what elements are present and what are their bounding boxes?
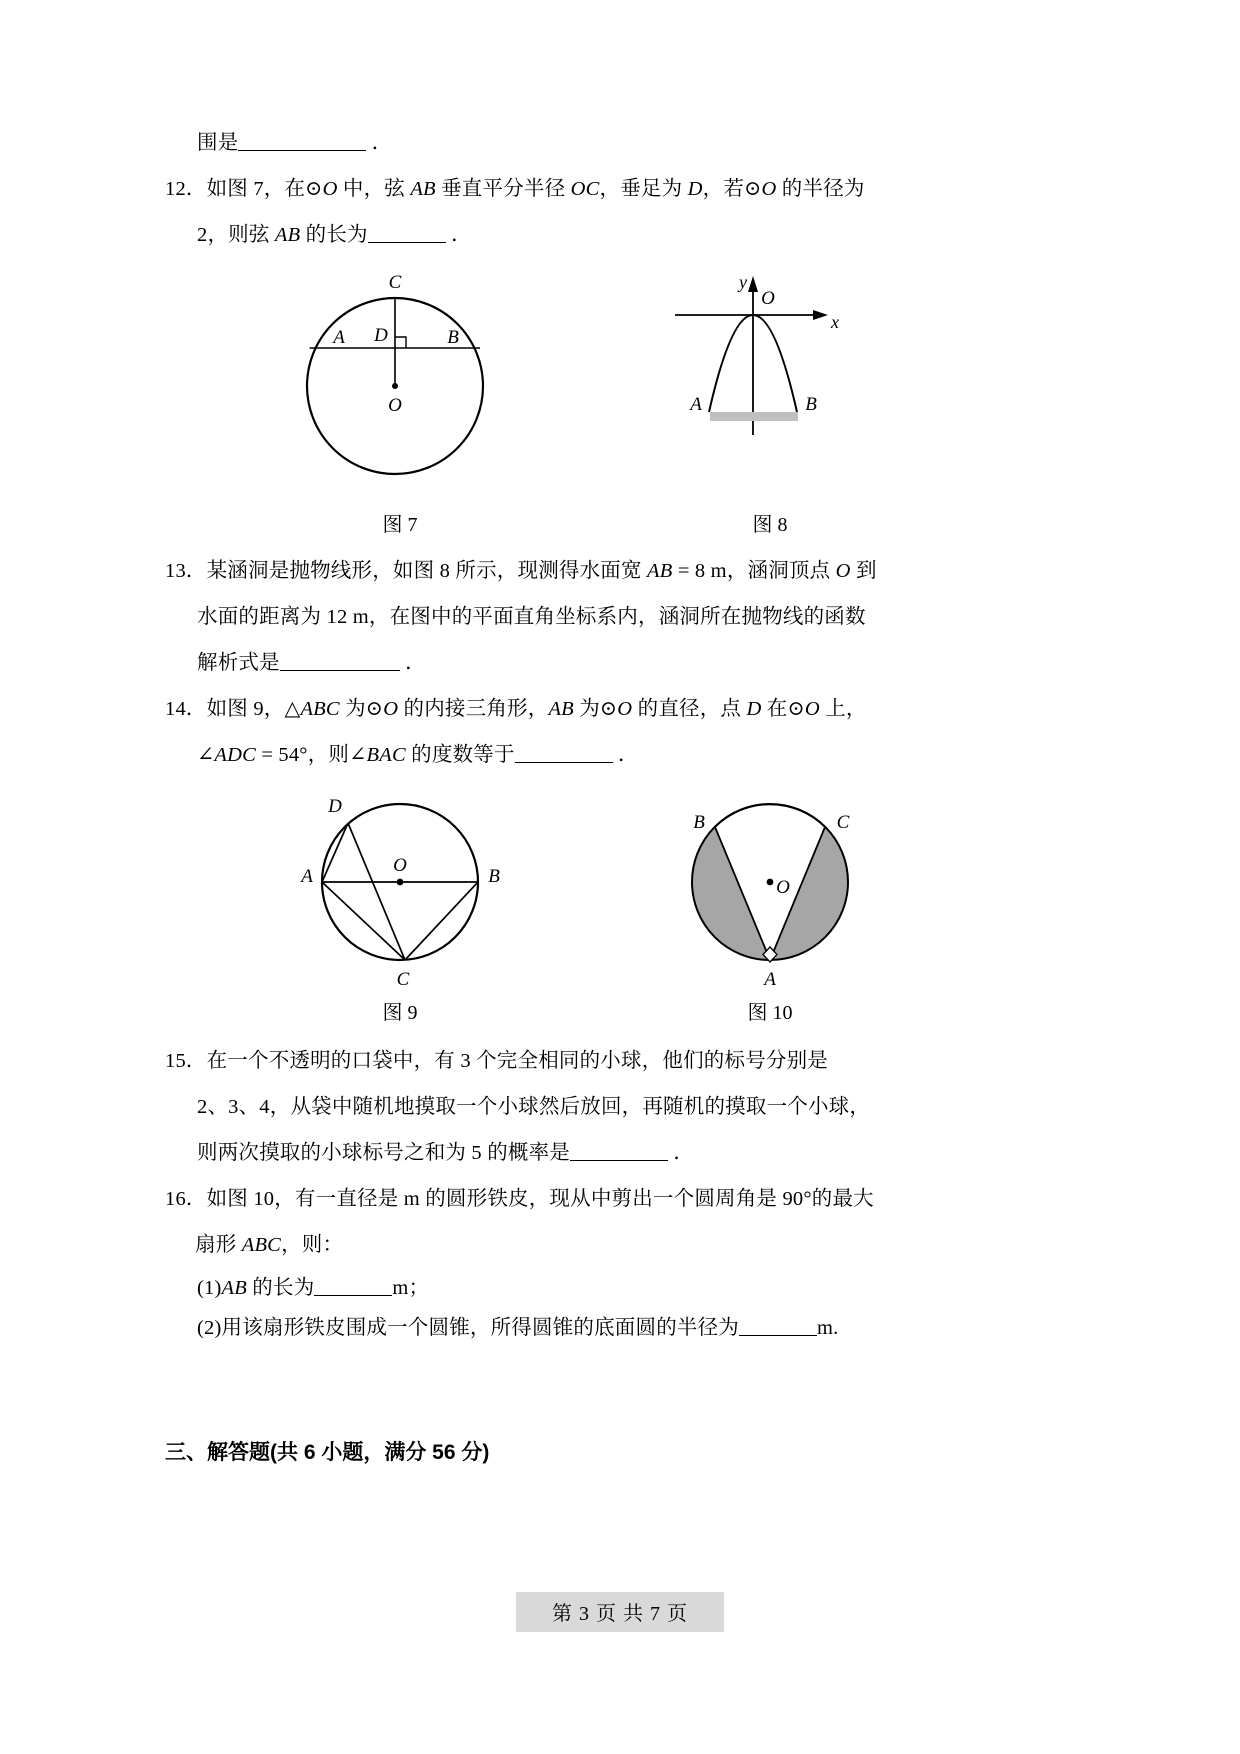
figure-8-caption: 图 8 — [752, 514, 788, 536]
figure-8-svg — [655, 260, 885, 490]
q14-l1-k: 在⊙ — [761, 698, 805, 720]
q16-s1-d: m； — [392, 1277, 430, 1299]
label-y: y — [739, 272, 747, 292]
q12-l1-a: 如图 7，在⊙ — [206, 178, 323, 200]
q13-l1-d: O — [835, 560, 851, 582]
q14-l1-b: ABC — [300, 698, 340, 720]
figure-10-caption: 图 10 — [747, 1002, 793, 1024]
q13-l3-end: ． — [405, 652, 426, 674]
question-16-sub-1 — [165, 1268, 965, 1308]
figure-7-svg — [285, 260, 515, 490]
water-surface — [710, 412, 798, 421]
label-b: B — [488, 866, 500, 887]
label-o: O — [761, 288, 775, 309]
q12-l1-h: D — [687, 178, 703, 200]
q16-s1-a: (1) — [197, 1277, 222, 1299]
q14-l1-d: O — [383, 698, 399, 720]
fragment-line — [197, 120, 965, 166]
answer-blank[interactable] — [570, 1140, 668, 1162]
q13-l1-c: = 8 m，涵洞顶点 — [672, 560, 836, 582]
q12-l1-f: OC — [570, 178, 600, 200]
q16-s2-d: m. — [817, 1317, 839, 1339]
q12-l1-g: ，垂足为 — [599, 178, 688, 200]
center-point — [767, 879, 774, 886]
figure-7-caption: 图 7 — [382, 514, 418, 536]
label-b: B — [693, 812, 705, 833]
question-13-line-3 — [165, 640, 965, 686]
q14-l2-end: ． — [617, 744, 639, 766]
figure-row-7-8 — [165, 258, 965, 508]
right-angle-marker — [395, 337, 406, 348]
label-o: O — [776, 877, 790, 898]
q12-l2-a: 2，则弦 — [197, 224, 275, 246]
question-14-number: 14． — [165, 698, 207, 720]
question-12-line-1 — [165, 166, 965, 212]
q14-l1-a: 如图 9，△ — [206, 698, 301, 720]
center-point — [392, 383, 398, 389]
q14-l1-h: O — [617, 698, 633, 720]
x-axis-arrow — [813, 310, 828, 320]
question-12-line-2 — [165, 212, 965, 258]
label-a: A — [764, 969, 776, 990]
q16-l1-a: 如图 10，有一直径是 m 的圆形铁皮，现从中剪出一个圆周角是 90°的最大 — [206, 1188, 874, 1210]
q14-l1-l: O — [804, 698, 820, 720]
y-axis-arrow — [748, 276, 758, 292]
q15-l3-a: 则两次摸取的小球标号之和为 5 的概率是 — [197, 1142, 570, 1164]
q16-l2-b: ABC — [241, 1234, 282, 1256]
label-c: C — [396, 969, 410, 990]
q16-l2-c: ，则： — [281, 1234, 344, 1256]
q12-l2-b: AB — [274, 224, 301, 246]
figure-9-caption: 图 9 — [382, 1002, 418, 1024]
q12-l1-d: AB — [410, 178, 436, 200]
question-12-number: 12． — [165, 178, 207, 200]
q13-l1-e: 到 — [850, 560, 877, 582]
question-13-line-2 — [165, 594, 965, 640]
label-c: C — [836, 812, 850, 833]
q16-s2-a: (2)用该扇形铁皮围成一个圆锥，所得圆锥的底面圆的半径为 — [197, 1317, 740, 1339]
question-13-line-1 — [165, 548, 965, 594]
question-14-line-1 — [165, 686, 965, 732]
question-13-number: 13． — [165, 560, 207, 582]
q14-l1-m: 上， — [819, 698, 867, 720]
figure-9 — [285, 782, 515, 1002]
answer-blank[interactable] — [238, 130, 366, 152]
section-heading: 三、解答题(共 6 小题，满分 56 分) — [165, 1441, 490, 1464]
q12-l1-j: O — [761, 178, 777, 200]
figure-9-svg — [285, 782, 515, 1002]
label-a: A — [333, 327, 345, 348]
q13-l1-b: AB — [647, 560, 673, 582]
fragment-text: 围是 — [197, 132, 239, 154]
center-point — [397, 879, 404, 886]
q14-l2-a: ∠ — [197, 744, 215, 766]
q12-l2-end: ． — [451, 224, 472, 246]
q14-l1-e: 的内接三角形， — [398, 698, 549, 720]
page-content — [165, 120, 965, 1466]
label-a: A — [690, 394, 702, 415]
q12-l1-k: 的半径为 — [776, 178, 865, 200]
q16-l2-a: 扇形 — [195, 1234, 242, 1256]
answer-blank[interactable] — [314, 1275, 392, 1297]
q12-l1-b: O — [322, 178, 338, 200]
q13-l1-a: 某涵洞是抛物线形，如图 8 所示，现测得水面宽 — [206, 560, 648, 582]
q14-l1-f: AB — [548, 698, 574, 720]
figure-row-9-10 — [165, 778, 965, 996]
q12-l2-c: 的长为 — [300, 224, 368, 246]
label-a: A — [301, 866, 313, 887]
label-b: B — [805, 394, 817, 415]
segment-ad — [322, 823, 348, 882]
figure-captions-7-8 — [165, 508, 965, 548]
q14-l1-i: 的直径，点 — [632, 698, 747, 720]
question-16-line-2 — [165, 1222, 965, 1268]
answer-blank[interactable] — [515, 742, 613, 764]
page-number-label: 第 3 页 共 7 页 — [516, 1592, 724, 1632]
q15-l2: 2、3、4，从袋中随机地摸取一个小球然后放回，再随机的摸取一个小球， — [197, 1096, 871, 1118]
label-d: D — [374, 325, 388, 346]
figure-captions-9-10 — [165, 996, 965, 1038]
q13-l3-a: 解析式是 — [197, 652, 280, 674]
figure-10 — [655, 782, 885, 1002]
figure-10-svg — [655, 782, 885, 1002]
fragment-period: ． — [371, 132, 393, 154]
figure-7 — [285, 260, 515, 490]
q15-l3-end: ． — [673, 1142, 695, 1164]
label-d: D — [328, 796, 342, 817]
figure-8 — [655, 260, 885, 490]
label-b: B — [447, 327, 459, 348]
question-16-number: 16． — [165, 1188, 207, 1210]
label-x: x — [831, 312, 839, 332]
question-15-line-3 — [165, 1130, 965, 1176]
q14-l1-g: 为⊙ — [573, 698, 618, 720]
q14-l2-c: = 54°，则∠ — [256, 744, 367, 766]
page-footer — [0, 1592, 1240, 1632]
q16-s1-c: 的长为 — [246, 1277, 315, 1299]
q14-l1-j: D — [746, 698, 762, 720]
q12-l1-c: 中，弦 — [337, 178, 411, 200]
segment-ac — [322, 882, 405, 960]
q15-l1: 在一个不透明的口袋中，有 3 个完全相同的小球，他们的标号分别是 — [206, 1050, 829, 1072]
label-c: C — [388, 272, 402, 293]
label-o: O — [388, 395, 402, 416]
question-15-line-2 — [165, 1084, 965, 1130]
question-14-line-2 — [165, 732, 965, 778]
q14-l2-b: ADC — [214, 744, 256, 766]
answer-blank[interactable] — [739, 1315, 817, 1337]
q13-l2-a: 水面的距离为 12 m，在图中的平面直角坐标系内，涵洞所在抛物线的函数 — [197, 606, 866, 628]
answer-blank[interactable] — [280, 650, 400, 672]
question-15-number: 15． — [165, 1050, 207, 1072]
q12-l1-e: 垂直平分半径 — [435, 178, 571, 200]
segment-dc — [348, 823, 405, 960]
q14-l2-d: BAC — [366, 744, 406, 766]
q12-l1-i: ，若⊙ — [702, 178, 762, 200]
label-o: O — [393, 855, 407, 876]
question-15-line-1 — [165, 1038, 965, 1084]
q16-s1-b: AB — [221, 1277, 247, 1299]
question-16-sub-2 — [165, 1308, 965, 1348]
q14-l1-c: 为⊙ — [339, 698, 384, 720]
answer-blank[interactable] — [368, 222, 446, 244]
q14-l2-e: 的度数等于 — [405, 744, 515, 766]
question-16-line-1 — [165, 1176, 965, 1222]
